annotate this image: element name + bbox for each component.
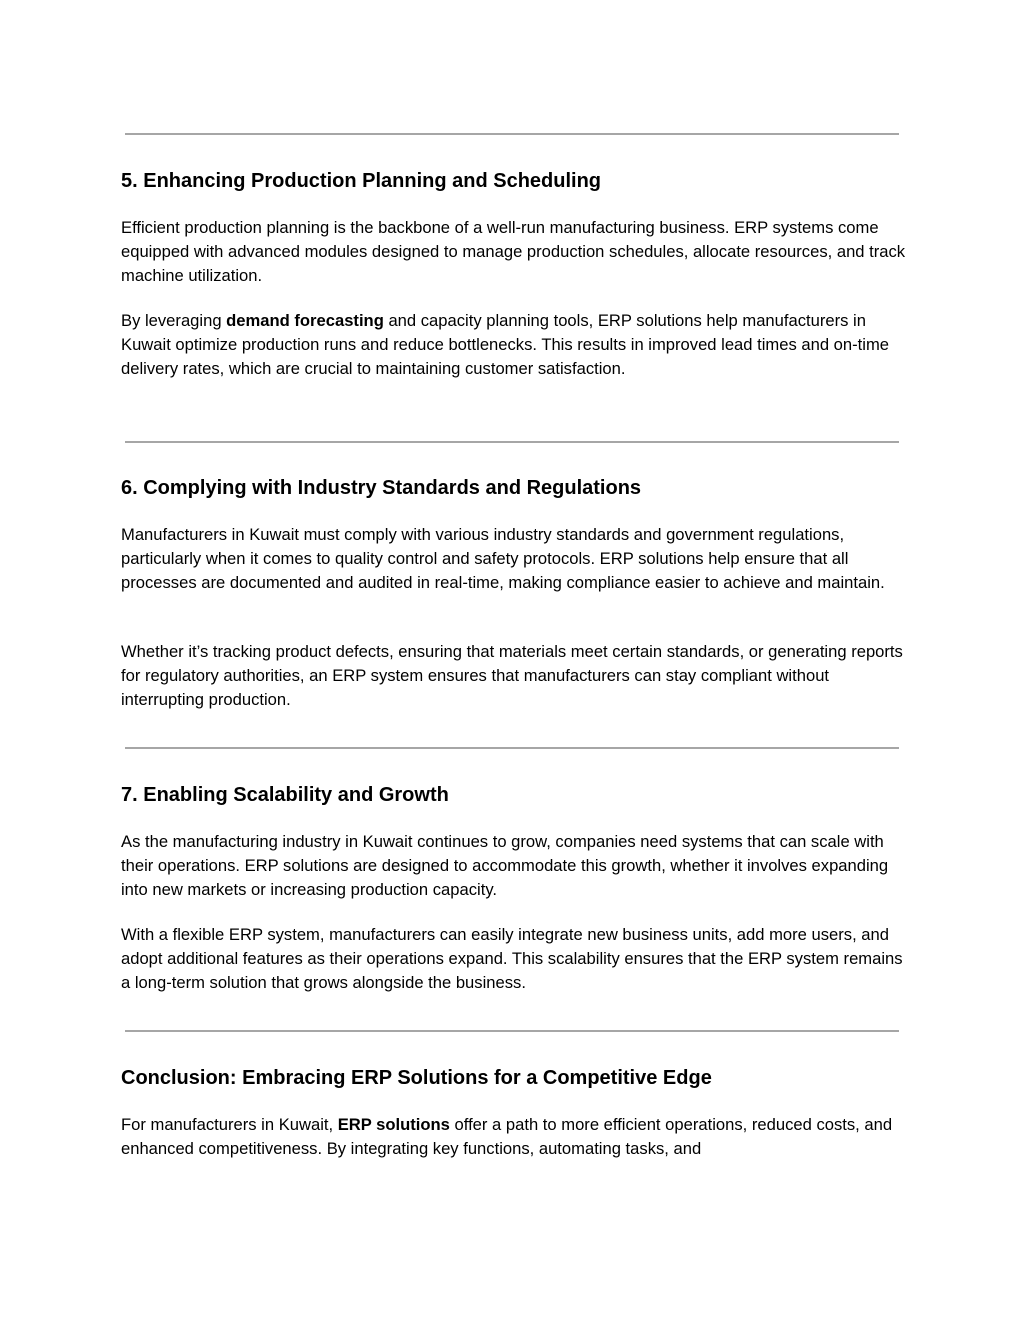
paragraph-text: By leveraging <box>121 311 227 330</box>
section-heading-5: 5. Enhancing Production Planning and Scheduling <box>121 170 602 192</box>
section-7-paragraph-2: With a flexible ERP system, manufacturers can easily integrate new business units, add more users, and adopt additional features as their operations expand. This scalability ensures that the ERP system remains a long-term solution that grows alongside the business. <box>121 925 903 993</box>
conclusion-heading: Conclusion: Embracing ERP Solutions for a Competitive Edge <box>121 1067 712 1089</box>
section-divider <box>125 747 899 749</box>
section-7-paragraph-1: As the manufacturing industry in Kuwait continues to grow, companies need systems that can scale with their operations. ERP solutions are designed to accommodate this growth, whether it involves expanding into new markets or increasing production capacity. <box>121 832 889 900</box>
bold-term-demand-forecasting: demand forecasting <box>226 311 384 330</box>
section-divider <box>125 1030 899 1032</box>
paragraph-text: and capacity planning tools, ERP solutions help manufacturers in Kuwait optimize production runs and reduce bottlenecks. This results in improved lead times and on-time delivery rates, which are crucial to maintaining customer satisfaction. <box>121 311 890 379</box>
section-6-paragraph-1: Manufacturers in Kuwait must comply with various industry standards and government regulations, particularly when it comes to quality control and safety protocols. ERP solutions help ensure that all processes are documented and audited in real-time, making compliance easier to achieve and maintain. <box>121 525 885 593</box>
section-5-paragraph-2 <box>121 309 911 382</box>
section-heading-7: 7. Enabling Scalability and Growth <box>121 784 449 806</box>
section-heading-6: 6. Complying with Industry Standards and Regulations <box>121 477 642 499</box>
bold-term-erp-solutions: ERP solutions <box>337 1115 450 1134</box>
section-6-paragraph-2: Whether it’s tracking product defects, ensuring that materials meet certain standards, or generating reports for regulatory authorities, an ERP system ensures that manufacturers can stay compliant without interrupting production. <box>121 642 903 710</box>
paragraph-text: offer a path to more efficient operations, reduced costs, and enhanced competitiveness. By integrating key functions, automating tasks, and <box>121 1115 893 1159</box>
paragraph-text: For manufacturers in Kuwait, <box>121 1115 338 1134</box>
conclusion-paragraph-1 <box>121 1113 911 1161</box>
section-5-paragraph-1: Efficient production planning is the backbone of a well-run manufacturing business. ERP systems come equipped with advanced modules designed to manage production schedules, allocate resources, and track machine utilization. <box>121 218 906 286</box>
section-divider <box>125 441 899 443</box>
section-divider <box>125 133 899 135</box>
